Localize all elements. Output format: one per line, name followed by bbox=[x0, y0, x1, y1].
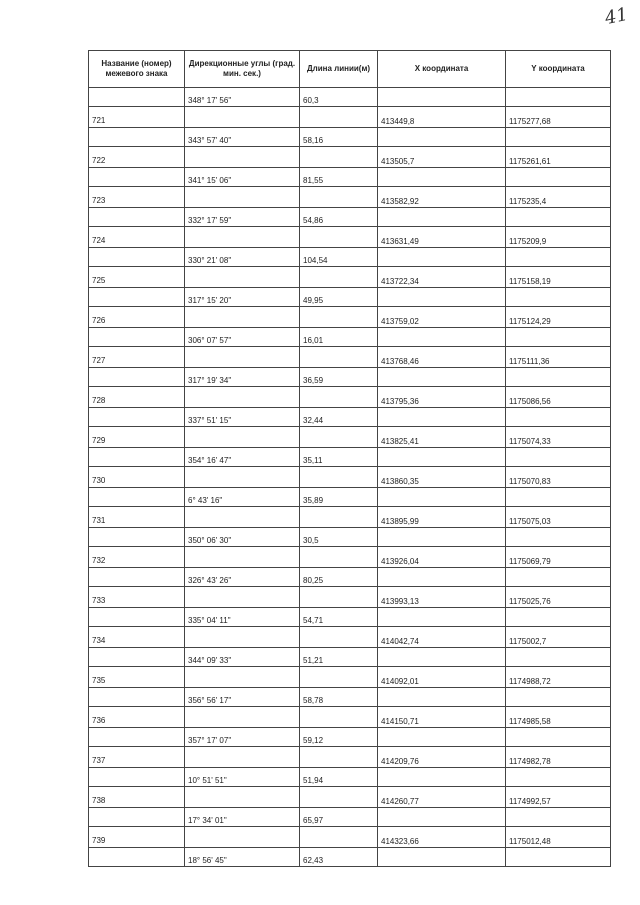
header-x-coordinate: X координата bbox=[378, 51, 506, 88]
mark-name: 734 bbox=[89, 627, 185, 648]
segment-length: 35,89 bbox=[300, 488, 378, 507]
segment-empty-cell bbox=[506, 408, 611, 427]
mark-name: 730 bbox=[89, 467, 185, 488]
segment-length: 30,5 bbox=[300, 528, 378, 547]
point-empty-cell bbox=[185, 507, 300, 528]
segment-row bbox=[89, 648, 611, 667]
x-coordinate: 413505,7 bbox=[378, 147, 506, 168]
segment-length: 65,97 bbox=[300, 808, 378, 827]
segment-length: 16,01 bbox=[300, 328, 378, 347]
point-empty-cell bbox=[300, 267, 378, 288]
point-empty-cell bbox=[185, 387, 300, 408]
segment-empty-cell bbox=[89, 448, 185, 467]
segment-empty-cell bbox=[89, 248, 185, 267]
point-empty-cell bbox=[185, 467, 300, 488]
x-coordinate: 413825,41 bbox=[378, 427, 506, 448]
segment-empty-cell bbox=[378, 568, 506, 587]
table-header-row bbox=[89, 51, 611, 88]
mark-name: 736 bbox=[89, 707, 185, 728]
segment-empty-cell bbox=[378, 768, 506, 787]
point-row bbox=[89, 467, 611, 488]
x-coordinate: 414092,01 bbox=[378, 667, 506, 688]
segment-angle: 306° 07' 57" bbox=[185, 328, 300, 347]
point-empty-cell bbox=[185, 227, 300, 248]
segment-empty-cell bbox=[378, 368, 506, 387]
point-row bbox=[89, 787, 611, 808]
segment-row bbox=[89, 448, 611, 467]
point-empty-cell bbox=[185, 827, 300, 848]
segment-empty-cell bbox=[89, 408, 185, 427]
point-row bbox=[89, 587, 611, 608]
point-empty-cell bbox=[300, 307, 378, 328]
point-row bbox=[89, 387, 611, 408]
segment-empty-cell bbox=[89, 208, 185, 227]
point-empty-cell bbox=[185, 147, 300, 168]
point-empty-cell bbox=[300, 147, 378, 168]
segment-row bbox=[89, 848, 611, 867]
y-coordinate: 1175235,4 bbox=[506, 187, 611, 208]
segment-length: 51,94 bbox=[300, 768, 378, 787]
point-empty-cell bbox=[300, 507, 378, 528]
segment-empty-cell bbox=[378, 128, 506, 147]
segment-empty-cell bbox=[378, 848, 506, 867]
segment-empty-cell bbox=[378, 528, 506, 547]
segment-empty-cell bbox=[378, 208, 506, 227]
point-empty-cell bbox=[300, 587, 378, 608]
segment-row bbox=[89, 608, 611, 627]
segment-row bbox=[89, 88, 611, 107]
mark-name: 729 bbox=[89, 427, 185, 448]
mark-name: 728 bbox=[89, 387, 185, 408]
segment-length: 58,78 bbox=[300, 688, 378, 707]
point-empty-cell bbox=[185, 267, 300, 288]
segment-empty-cell bbox=[89, 368, 185, 387]
segment-angle: 354° 16' 47" bbox=[185, 448, 300, 467]
point-empty-cell bbox=[300, 707, 378, 728]
segment-empty-cell bbox=[378, 648, 506, 667]
segment-angle: 348° 17' 56" bbox=[185, 88, 300, 107]
table-body bbox=[89, 88, 611, 867]
segment-length: 32,44 bbox=[300, 408, 378, 427]
mark-name: 722 bbox=[89, 147, 185, 168]
segment-empty-cell bbox=[506, 528, 611, 547]
segment-empty-cell bbox=[89, 488, 185, 507]
header-direction-angle: Дирекционные углы (град. мин. сек.) bbox=[185, 51, 300, 88]
point-row bbox=[89, 507, 611, 528]
point-empty-cell bbox=[185, 187, 300, 208]
y-coordinate: 1175277,68 bbox=[506, 107, 611, 128]
point-row bbox=[89, 667, 611, 688]
segment-angle: 344° 09' 33" bbox=[185, 648, 300, 667]
segment-empty-cell bbox=[378, 408, 506, 427]
y-coordinate: 1174992,57 bbox=[506, 787, 611, 808]
point-empty-cell bbox=[300, 667, 378, 688]
segment-empty-cell bbox=[506, 288, 611, 307]
segment-angle: 317° 15' 20" bbox=[185, 288, 300, 307]
y-coordinate: 1174985,58 bbox=[506, 707, 611, 728]
segment-length: 54,86 bbox=[300, 208, 378, 227]
segment-angle: 356° 56' 17" bbox=[185, 688, 300, 707]
point-empty-cell bbox=[185, 547, 300, 568]
point-empty-cell bbox=[300, 827, 378, 848]
mark-name: 739 bbox=[89, 827, 185, 848]
segment-empty-cell bbox=[89, 848, 185, 867]
segment-angle: 330° 21' 08" bbox=[185, 248, 300, 267]
y-coordinate: 1175209,9 bbox=[506, 227, 611, 248]
point-empty-cell bbox=[185, 427, 300, 448]
y-coordinate: 1175111,36 bbox=[506, 347, 611, 368]
segment-length: 58,16 bbox=[300, 128, 378, 147]
x-coordinate: 413926,04 bbox=[378, 547, 506, 568]
point-empty-cell bbox=[300, 747, 378, 768]
mark-name: 733 bbox=[89, 587, 185, 608]
segment-empty-cell bbox=[378, 608, 506, 627]
segment-empty-cell bbox=[89, 608, 185, 627]
point-empty-cell bbox=[185, 707, 300, 728]
segment-empty-cell bbox=[506, 168, 611, 187]
segment-angle: 10° 51' 51" bbox=[185, 768, 300, 787]
y-coordinate: 1175158,19 bbox=[506, 267, 611, 288]
y-coordinate: 1175124,29 bbox=[506, 307, 611, 328]
segment-empty-cell bbox=[506, 808, 611, 827]
point-empty-cell bbox=[300, 547, 378, 568]
point-empty-cell bbox=[300, 387, 378, 408]
segment-row bbox=[89, 128, 611, 147]
segment-angle: 350° 06' 30" bbox=[185, 528, 300, 547]
point-empty-cell bbox=[300, 107, 378, 128]
segment-empty-cell bbox=[378, 808, 506, 827]
segment-row bbox=[89, 528, 611, 547]
segment-empty-cell bbox=[506, 648, 611, 667]
point-row bbox=[89, 307, 611, 328]
segment-angle: 357° 17' 07" bbox=[185, 728, 300, 747]
segment-empty-cell bbox=[378, 328, 506, 347]
segment-length: 81,55 bbox=[300, 168, 378, 187]
segment-empty-cell bbox=[89, 88, 185, 107]
mark-name: 732 bbox=[89, 547, 185, 568]
segment-empty-cell bbox=[378, 448, 506, 467]
point-empty-cell bbox=[185, 747, 300, 768]
segment-empty-cell bbox=[378, 688, 506, 707]
segment-length: 80,25 bbox=[300, 568, 378, 587]
x-coordinate: 413449,8 bbox=[378, 107, 506, 128]
segment-length: 35,11 bbox=[300, 448, 378, 467]
mark-name: 727 bbox=[89, 347, 185, 368]
x-coordinate: 414323,66 bbox=[378, 827, 506, 848]
x-coordinate: 413768,46 bbox=[378, 347, 506, 368]
mark-name: 723 bbox=[89, 187, 185, 208]
segment-row bbox=[89, 768, 611, 787]
mark-name: 738 bbox=[89, 787, 185, 808]
segment-empty-cell bbox=[506, 328, 611, 347]
point-row bbox=[89, 707, 611, 728]
segment-empty-cell bbox=[89, 128, 185, 147]
y-coordinate: 1175070,83 bbox=[506, 467, 611, 488]
y-coordinate: 1175069,79 bbox=[506, 547, 611, 568]
segment-angle: 18° 56' 45" bbox=[185, 848, 300, 867]
mark-name: 735 bbox=[89, 667, 185, 688]
x-coordinate: 414260,77 bbox=[378, 787, 506, 808]
segment-empty-cell bbox=[506, 568, 611, 587]
mark-name: 725 bbox=[89, 267, 185, 288]
segment-empty-cell bbox=[506, 768, 611, 787]
segment-angle: 317° 19' 34" bbox=[185, 368, 300, 387]
segment-length: 60,3 bbox=[300, 88, 378, 107]
segment-angle: 335° 04' 11" bbox=[185, 608, 300, 627]
segment-empty-cell bbox=[506, 608, 611, 627]
x-coordinate: 413759,02 bbox=[378, 307, 506, 328]
segment-empty-cell bbox=[89, 328, 185, 347]
x-coordinate: 413631,49 bbox=[378, 227, 506, 248]
segment-row bbox=[89, 208, 611, 227]
point-row bbox=[89, 347, 611, 368]
y-coordinate: 1175074,33 bbox=[506, 427, 611, 448]
segment-empty-cell bbox=[506, 448, 611, 467]
mark-name: 724 bbox=[89, 227, 185, 248]
segment-row bbox=[89, 368, 611, 387]
point-row bbox=[89, 147, 611, 168]
point-row bbox=[89, 267, 611, 288]
y-coordinate: 1175002,7 bbox=[506, 627, 611, 648]
mark-name: 721 bbox=[89, 107, 185, 128]
segment-angle: 6° 43' 16" bbox=[185, 488, 300, 507]
point-empty-cell bbox=[300, 187, 378, 208]
segment-row bbox=[89, 408, 611, 427]
segment-length: 59,12 bbox=[300, 728, 378, 747]
point-empty-cell bbox=[300, 627, 378, 648]
x-coordinate: 413860,35 bbox=[378, 467, 506, 488]
y-coordinate: 1175086,56 bbox=[506, 387, 611, 408]
segment-row bbox=[89, 568, 611, 587]
segment-empty-cell bbox=[378, 88, 506, 107]
mark-name: 731 bbox=[89, 507, 185, 528]
segment-angle: 332° 17' 59" bbox=[185, 208, 300, 227]
segment-empty-cell bbox=[89, 728, 185, 747]
y-coordinate: 1174982,78 bbox=[506, 747, 611, 768]
point-row bbox=[89, 547, 611, 568]
segment-empty-cell bbox=[378, 248, 506, 267]
point-empty-cell bbox=[185, 627, 300, 648]
segment-empty-cell bbox=[89, 288, 185, 307]
segment-empty-cell bbox=[506, 488, 611, 507]
x-coordinate: 413895,99 bbox=[378, 507, 506, 528]
point-empty-cell bbox=[185, 107, 300, 128]
segment-length: 54,71 bbox=[300, 608, 378, 627]
coordinates-table bbox=[88, 50, 611, 867]
y-coordinate: 1175261,61 bbox=[506, 147, 611, 168]
mark-name: 737 bbox=[89, 747, 185, 768]
x-coordinate: 414042,74 bbox=[378, 627, 506, 648]
segment-length: 36,59 bbox=[300, 368, 378, 387]
segment-length: 49,95 bbox=[300, 288, 378, 307]
segment-row bbox=[89, 728, 611, 747]
segment-length: 104,54 bbox=[300, 248, 378, 267]
segment-empty-cell bbox=[506, 368, 611, 387]
segment-angle: 337° 51' 15" bbox=[185, 408, 300, 427]
segment-length: 51,21 bbox=[300, 648, 378, 667]
segment-empty-cell bbox=[378, 728, 506, 747]
segment-angle: 343° 57' 40" bbox=[185, 128, 300, 147]
point-empty-cell bbox=[185, 787, 300, 808]
y-coordinate: 1174988,72 bbox=[506, 667, 611, 688]
x-coordinate: 413993,13 bbox=[378, 587, 506, 608]
segment-row bbox=[89, 168, 611, 187]
segment-empty-cell bbox=[89, 528, 185, 547]
segment-empty-cell bbox=[89, 688, 185, 707]
y-coordinate: 1175075,03 bbox=[506, 507, 611, 528]
header-mark-name: Название (номер) межевого знака bbox=[89, 51, 185, 88]
segment-row bbox=[89, 488, 611, 507]
point-row bbox=[89, 187, 611, 208]
segment-empty-cell bbox=[378, 488, 506, 507]
point-empty-cell bbox=[300, 787, 378, 808]
segment-empty-cell bbox=[89, 768, 185, 787]
point-row bbox=[89, 107, 611, 128]
point-row bbox=[89, 227, 611, 248]
point-empty-cell bbox=[300, 467, 378, 488]
mark-name: 726 bbox=[89, 307, 185, 328]
segment-empty-cell bbox=[506, 88, 611, 107]
segment-empty-cell bbox=[89, 168, 185, 187]
y-coordinate: 1175012,48 bbox=[506, 827, 611, 848]
segment-empty-cell bbox=[506, 848, 611, 867]
coordinates-table-container bbox=[88, 50, 610, 867]
segment-angle: 17° 34' 01" bbox=[185, 808, 300, 827]
segment-empty-cell bbox=[506, 128, 611, 147]
point-empty-cell bbox=[185, 347, 300, 368]
x-coordinate: 414209,76 bbox=[378, 747, 506, 768]
segment-empty-cell bbox=[378, 168, 506, 187]
segment-empty-cell bbox=[506, 208, 611, 227]
segment-row bbox=[89, 288, 611, 307]
x-coordinate: 413582,92 bbox=[378, 187, 506, 208]
segment-length: 62,43 bbox=[300, 848, 378, 867]
point-empty-cell bbox=[300, 427, 378, 448]
segment-row bbox=[89, 248, 611, 267]
header-y-coordinate: Y координата bbox=[506, 51, 611, 88]
page-number: 41 bbox=[603, 3, 630, 30]
segment-empty-cell bbox=[89, 808, 185, 827]
point-empty-cell bbox=[185, 307, 300, 328]
x-coordinate: 413722,34 bbox=[378, 267, 506, 288]
point-row bbox=[89, 627, 611, 648]
point-row bbox=[89, 427, 611, 448]
y-coordinate: 1175025,76 bbox=[506, 587, 611, 608]
segment-empty-cell bbox=[506, 728, 611, 747]
segment-empty-cell bbox=[378, 288, 506, 307]
point-row bbox=[89, 827, 611, 848]
segment-empty-cell bbox=[506, 248, 611, 267]
segment-angle: 326° 43' 26" bbox=[185, 568, 300, 587]
segment-empty-cell bbox=[506, 688, 611, 707]
segment-empty-cell bbox=[89, 568, 185, 587]
point-row bbox=[89, 747, 611, 768]
segment-row bbox=[89, 328, 611, 347]
point-empty-cell bbox=[185, 667, 300, 688]
header-line-length: Длина линии(м) bbox=[300, 51, 378, 88]
point-empty-cell bbox=[300, 347, 378, 368]
point-empty-cell bbox=[300, 227, 378, 248]
point-empty-cell bbox=[185, 587, 300, 608]
segment-angle: 341° 15' 06" bbox=[185, 168, 300, 187]
segment-row bbox=[89, 808, 611, 827]
segment-row bbox=[89, 688, 611, 707]
segment-empty-cell bbox=[89, 648, 185, 667]
x-coordinate: 414150,71 bbox=[378, 707, 506, 728]
x-coordinate: 413795,36 bbox=[378, 387, 506, 408]
